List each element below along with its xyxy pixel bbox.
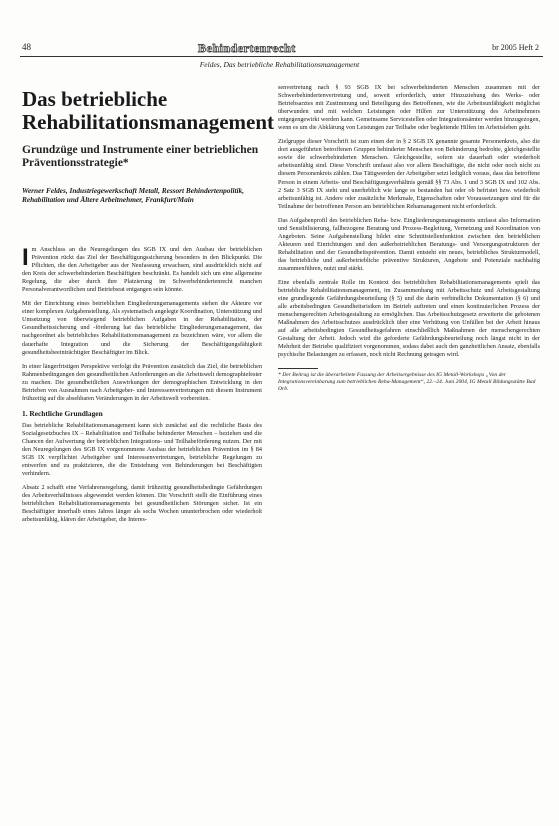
paragraph: Absatz 2 schafft eine Verfahrensregelung, damit frühzeitig gesundheitsbedingte Gefährdungen des Arbeitsverhältnisses abgewendet werden können. Die Vorschrift stellt die Einführung eines betrieblichen Rehabilitationsmanagements bei gesundheitlichen Störungen sicher. Ist ein Beschäftigter innerhalb eines Jahres länger als sechs Wochen ununterbrochen oder wiederholt arbeitsunfähig, klären der Arbeitgeber, die Interes- (22, 484, 262, 524)
paragraph: Zielgruppe dieser Vorschrift ist zum einen der in § 2 SGB IX genannte gesamte Personenkreis, also die dort ausgeführten betroffenen Gruppen behinderter Menschen von Behinderung bedrohte, gleichgestellte sowie die schwerbehinderten Menschen. Gleichgestellte, sofern sie dauerhaft oder wiederholt arbeitsunfähig sind. Diese Vorschrift umfasst also vor allem Beschäftigte, die nicht oder noch nicht zu diesem Personenkreis zählen. Das Tätigwerden der Arbeitgeber setzt lediglich voraus, dass das betroffene Person in einem Arbeits- und Beschäftigungsverhältnis gemäß §§ 73 Abs. 1 und 3 SGB IX und 102 Abs. 2 Satz 3 SGB IX steht und unerheblich wie lange es bestanden hat oder ob befristet bzw. wiederholt arbeitsunfähig ist. Andere oder zusätzliche Merkmale, Eigenschaften oder Voraussetzungen sind für die Teilnahme der betroffenen Person am betrieblichen Rehamanagement nicht erforderlich. (278, 138, 540, 210)
paragraph: Das Aufgabenprofil des betrieblichen Reha- bzw. Eingliederungsmanagements umfasst also Information und Sensibilisierung, fallbezogene Beratung und Prozess-Begleitung, Vernetzung und Koordination von Angeboten. Seine Aufgabenstellung bildet eine Schnittstellenfunktion zwischen den betrieblichen Akteuren und Einrichtungen und den außerbetrieblichen Beratungs- und Versorgungsstrukturen der Rehabilitation und der Gesundheitsprävention. Damit entsteht ein neues, betriebliches Strukturmodell, das betriebliche und außerbetriebliche präventive Strukturen, Angebote und Potenziale nachhaltig zusammenführen, nutzt und stärkt. (278, 216, 540, 272)
footnote-rule (278, 368, 318, 369)
article-title: Das betriebliche Rehabilitationsmanagement (22, 87, 274, 134)
paragraph: senvertretung nach § 93 SGB IX bei schwerbehinderten Menschen zusammen mit der Schwerbehindertenvertretung und, soweit erforderlich, unter Hinzuziehung des Werks- oder Betriebsarztes mit Zustimmung und Beteiligung des Betroffenen, wie die Arbeitsunfähigkeit möglichst überwunden und mit welchen Leistungen oder Hilfen zur Unterstützung des Arbeitnehmers entgegengewirkt werden kann. Gemeinsame Servicestellen oder Integrationsämter werden hinzugezogen, wenn es um die Abklärung von Leistungen zur Teilhabe oder begleitende Hilfen im Arbeitsleben geht. (278, 84, 540, 132)
right-column (278, 84, 540, 393)
header-rule (20, 56, 543, 57)
author-line: Werner Feldes, Industriegewerkschaft Metall, Ressort Behindertenpolitik, Rehabilitation und Ältere Arbeitnehmer, Frankfurt/Main (22, 186, 245, 204)
paragraph: Eine ebenfalls zentrale Rolle im Kontext des betrieblichen Rehabilitationsmanagements spielt das betriebliche Rehabilitationsmanagement, im Zusammenhang mit Arbeitsschutz und Arbeitsgestaltung eine grundlegende Gefährdungsbeurteilung (§ 5) und die darin verbindliche Dokumentation (§ 6) und alle arbeitsbedingten Gesundheitsrisiken im Betrieb auftreten und einen kontinuierlichen Prozess der menschengerechten Arbeitsgestaltung zu ermöglichen. Das Arbeitsschutzgesetz erweiterte die gebotenen Maßnahmen des Arbeitsschutzes ausdrücklich über eine Verhütung von Unfällen bei der Arbeit hinaus auf alle arbeitsbedingten Gesundheitsgefahren einschließlich Maßnahmen der menschengerechten Gestaltung der Arbeit. Jedoch wird die geforderte Gefährdungsbeurteilung noch längst nicht in der Mehrheit der Betriebe qualifiziert vorgenommen, sodass dabei auch den ganzheitlichen Ansatz, ebenfalls psychische Belastungen zu erfassen, noch nicht Rechnung getragen wird. (278, 279, 540, 359)
page-number: 48 (22, 42, 31, 52)
footnote: * Der Beitrag ist die überarbeitete Fassung der Arbeitsergebnisse des IG Metall-Workshops „Von der Integrationsvereinbarung zum betrieblichen Reha-Management“, 22.–24. Juni 2004, IG Metall Bildungsstätte Bad Orb. (278, 371, 536, 392)
paragraph: Mit der Einrichtung eines betrieblichen Eingliederungsmanagements stehen die Akteure vor einer komplexen Aufgabenstellung. Als systematisch angelegte Koordination, Unterstützung und Umsetzung von überwiegend betrieblichen Aufgaben in der Rehabilitation, der Gesundheitssicherung und -förderung hat das betriebliche Eingliederungsmanagement, das nachgeordnet als betriebliches Rehabilitationsmanagement zu bezeichnen wäre, vor allem die dauerhafte Integration und die Sicherung der Beschäftigungsfähigkeit gesundheitsbeeinträchtigter Beschäftigter im Blick. (22, 300, 262, 356)
paragraph: Das betriebliche Rehabilitationsmanagement kann sich zunächst auf die rechtliche Basis des Sozialgesetzbuches IX – Rehabilitation und Teilhabe behinderter Menschen – beziehen und die Chancen der Aufwertung der betrieblichen Integrations- und Teilhabeförderung nutzen. Der mit den Neuregelungen des SGB IX vorgenommene Ausbau der betrieblichen Prävention im § 84 SGB IX verpflichtet Arbeitgeber und Interessenvertretungen, betriebliche Regelungen zu entwerfen und zu praktizieren, die die Entstehung von Behinderungen bei Beschäftigten verhindern. (22, 421, 262, 478)
article-subtitle: Grundzüge und Instrumente einer betrieblichen Präventionsstrategie* (22, 144, 259, 169)
running-title: Feldes, Das betriebliche Rehabilitationsmanagement (199, 60, 360, 69)
left-column (22, 246, 262, 530)
issue-label: br 2005 Heft 2 (492, 43, 539, 52)
paragraph: In einer längerfristigen Perspektive verfolgt die Prävention zusätzlich das Ziel, die betrieblichen Rahmenbedingungen den gesundheitlichen Anforderungen an die Arbeitswelt demographiefester zu machen. Die gesundheitlichen Auswirkungen der demographischen Entwicklung in den Betrieben von Ausnahmen nach Arbeitgeber- und Interessenvertretungen mit diesem Instrument frühzeitig auf die absehbaren Veränderungen in der Arbeitswelt vorbereiten. (22, 362, 262, 402)
section-heading: 1. Rechtliche Grundlagen (22, 408, 103, 418)
intro-text: m Anschluss an die Neuregelungen des SGB IX und den Ausbau der betrieblichen Prävention rückt das Ziel der Beschäftigungssicherung besonders in den Blickpunkt. Die Pflichten, die den Arbeitgeber aus der Neufassung erwachsen, sind ausdrücklich nicht auf den Kreis der schwerbehinderten Beschäftigten beschränkt. Es handelt sich um eine allgemeine Regelung, die aber durch ihre Platzierung im Schwerbehindertenrecht manchen Personalverantwortlichen und Betriebsrat entgangen sein könnte. (22, 246, 262, 294)
drop-cap: I (22, 244, 29, 271)
intro-paragraph (22, 246, 262, 294)
journal-title: Behindertenrecht (198, 41, 296, 55)
